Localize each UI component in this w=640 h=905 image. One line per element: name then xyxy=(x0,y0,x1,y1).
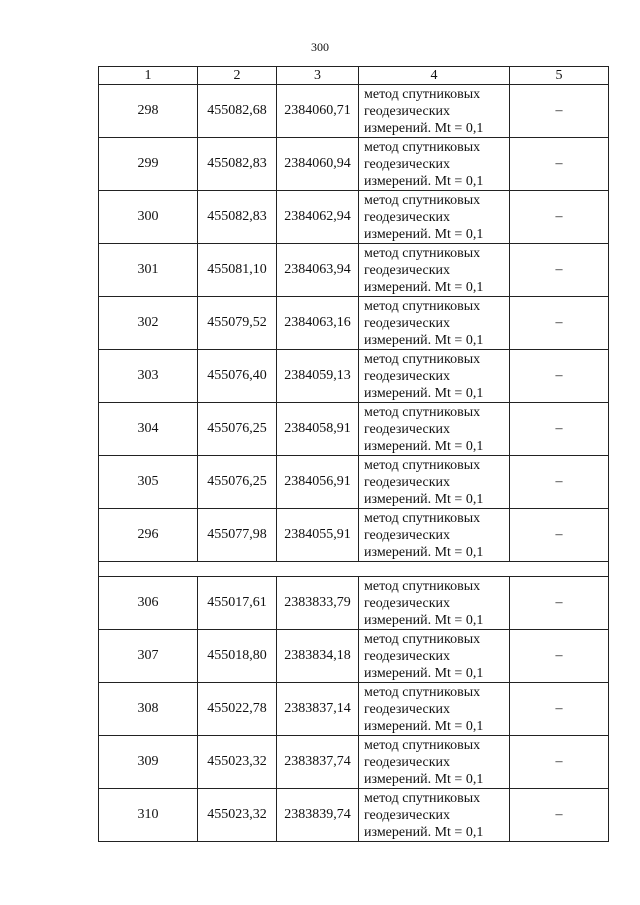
note-cell: – xyxy=(510,683,609,736)
method-description-cell xyxy=(359,577,510,630)
y-coordinate-cell: 2384056,91 xyxy=(277,456,359,509)
note-cell: – xyxy=(510,138,609,191)
note-cell: – xyxy=(510,244,609,297)
point-number-cell: 305 xyxy=(99,456,198,509)
method-description-cell xyxy=(359,509,510,562)
header-col-4: 4 xyxy=(359,67,510,85)
method-description-line: метод спутниковых xyxy=(364,245,481,261)
y-coordinate-cell: 2383837,14 xyxy=(277,683,359,736)
x-coordinate-cell: 455081,10 xyxy=(198,244,277,297)
method-description-line: метод спутниковых xyxy=(364,737,481,753)
header-col-3: 3 xyxy=(277,67,359,85)
table-row xyxy=(99,630,609,683)
method-description-line: геодезических xyxy=(364,156,451,172)
note-cell: – xyxy=(510,577,609,630)
note-cell: – xyxy=(510,789,609,842)
method-description-line: метод спутниковых xyxy=(364,510,481,526)
point-number-cell: 307 xyxy=(99,630,198,683)
method-description-line: метод спутниковых xyxy=(364,351,481,367)
method-description-line: геодезических xyxy=(364,701,451,717)
method-description-line: измерений. Mt = 0,1 xyxy=(364,438,484,454)
note-cell: – xyxy=(510,191,609,244)
point-number-cell: 301 xyxy=(99,244,198,297)
note-cell: – xyxy=(510,630,609,683)
method-description-line: измерений. Mt = 0,1 xyxy=(364,544,484,560)
method-description-line: измерений. Mt = 0,1 xyxy=(364,718,484,734)
method-description-cell xyxy=(359,297,510,350)
method-description-line: измерений. Mt = 0,1 xyxy=(364,491,484,507)
method-description-line: метод спутниковых xyxy=(364,298,481,314)
method-description-line: геодезических xyxy=(364,648,451,664)
y-coordinate-cell: 2383833,79 xyxy=(277,577,359,630)
note-cell: – xyxy=(510,403,609,456)
point-number-cell: 304 xyxy=(99,403,198,456)
point-number-cell: 299 xyxy=(99,138,198,191)
x-coordinate-cell: 455076,25 xyxy=(198,456,277,509)
method-description-cell xyxy=(359,630,510,683)
note-cell: – xyxy=(510,509,609,562)
method-description-cell xyxy=(359,683,510,736)
note-cell: – xyxy=(510,85,609,138)
method-description-line: геодезических xyxy=(364,807,451,823)
method-description-line: метод спутниковых xyxy=(364,684,481,700)
table-row xyxy=(99,297,609,350)
header-col-1: 1 xyxy=(99,67,198,85)
method-description-cell xyxy=(359,191,510,244)
point-number-cell: 303 xyxy=(99,350,198,403)
method-description-line: измерений. Mt = 0,1 xyxy=(364,665,484,681)
method-description-cell xyxy=(359,138,510,191)
method-description-line: измерений. Mt = 0,1 xyxy=(364,771,484,787)
point-number-cell: 306 xyxy=(99,577,198,630)
method-description-cell xyxy=(359,244,510,297)
method-description-line: геодезических xyxy=(364,474,451,490)
method-description-line: измерений. Mt = 0,1 xyxy=(364,226,484,242)
x-coordinate-cell: 455022,78 xyxy=(198,683,277,736)
point-number-cell: 302 xyxy=(99,297,198,350)
method-description-line: геодезических xyxy=(364,754,451,770)
note-cell: – xyxy=(510,297,609,350)
method-description-line: измерений. Mt = 0,1 xyxy=(364,173,484,189)
method-description-line: геодезических xyxy=(364,262,451,278)
x-coordinate-cell: 455017,61 xyxy=(198,577,277,630)
y-coordinate-cell: 2384058,91 xyxy=(277,403,359,456)
point-number-cell: 296 xyxy=(99,509,198,562)
method-description-line: метод спутниковых xyxy=(364,192,481,208)
table-row xyxy=(99,191,609,244)
x-coordinate-cell: 455077,98 xyxy=(198,509,277,562)
table-row xyxy=(99,789,609,842)
method-description-cell xyxy=(359,350,510,403)
y-coordinate-cell: 2384063,94 xyxy=(277,244,359,297)
note-cell: – xyxy=(510,456,609,509)
table-row xyxy=(99,736,609,789)
x-coordinate-cell: 455018,80 xyxy=(198,630,277,683)
y-coordinate-cell: 2383834,18 xyxy=(277,630,359,683)
method-description-line: геодезических xyxy=(364,103,451,119)
x-coordinate-cell: 455076,40 xyxy=(198,350,277,403)
method-description-line: геодезических xyxy=(364,368,451,384)
y-coordinate-cell: 2384055,91 xyxy=(277,509,359,562)
header-col-2: 2 xyxy=(198,67,277,85)
point-number-cell: 310 xyxy=(99,789,198,842)
method-description-line: метод спутниковых xyxy=(364,578,481,594)
method-description-line: метод спутниковых xyxy=(364,457,481,473)
method-description-line: метод спутниковых xyxy=(364,631,481,647)
method-description-line: измерений. Mt = 0,1 xyxy=(364,120,484,136)
table-row xyxy=(99,350,609,403)
method-description-line: метод спутниковых xyxy=(364,86,481,102)
y-coordinate-cell: 2384063,16 xyxy=(277,297,359,350)
table-row xyxy=(99,244,609,297)
method-description-line: геодезических xyxy=(364,595,451,611)
method-description-line: измерений. Mt = 0,1 xyxy=(364,385,484,401)
point-number-cell: 300 xyxy=(99,191,198,244)
point-number-cell: 298 xyxy=(99,85,198,138)
table-row xyxy=(99,683,609,736)
y-coordinate-cell: 2384060,94 xyxy=(277,138,359,191)
method-description-line: метод спутниковых xyxy=(364,139,481,155)
y-coordinate-cell: 2384062,94 xyxy=(277,191,359,244)
method-description-line: измерений. Mt = 0,1 xyxy=(364,612,484,628)
table-separator-row xyxy=(99,562,609,577)
header-col-5: 5 xyxy=(510,67,609,85)
x-coordinate-cell: 455082,83 xyxy=(198,191,277,244)
method-description-line: метод спутниковых xyxy=(364,790,481,806)
table-row xyxy=(99,138,609,191)
table-row xyxy=(99,85,609,138)
table-row xyxy=(99,456,609,509)
note-cell: – xyxy=(510,736,609,789)
method-description-cell xyxy=(359,85,510,138)
y-coordinate-cell: 2384060,71 xyxy=(277,85,359,138)
table-row xyxy=(99,577,609,630)
table-separator-cell xyxy=(99,562,609,577)
method-description-cell xyxy=(359,456,510,509)
x-coordinate-cell: 455082,68 xyxy=(198,85,277,138)
table-row xyxy=(99,403,609,456)
method-description-cell xyxy=(359,789,510,842)
note-cell: – xyxy=(510,350,609,403)
method-description-line: геодезических xyxy=(364,315,451,331)
table-row xyxy=(99,509,609,562)
method-description-cell xyxy=(359,736,510,789)
method-description-line: измерений. Mt = 0,1 xyxy=(364,824,484,840)
point-number-cell: 308 xyxy=(99,683,198,736)
x-coordinate-cell: 455023,32 xyxy=(198,789,277,842)
table-header-row xyxy=(99,67,609,85)
method-description-line: измерений. Mt = 0,1 xyxy=(364,279,484,295)
page-number: 300 xyxy=(311,40,329,54)
point-number-cell: 309 xyxy=(99,736,198,789)
x-coordinate-cell: 455079,52 xyxy=(198,297,277,350)
coordinates-table xyxy=(98,66,609,842)
method-description-cell xyxy=(359,403,510,456)
method-description-line: геодезических xyxy=(364,421,451,437)
x-coordinate-cell: 455076,25 xyxy=(198,403,277,456)
y-coordinate-cell: 2383837,74 xyxy=(277,736,359,789)
method-description-line: метод спутниковых xyxy=(364,404,481,420)
method-description-line: геодезических xyxy=(364,209,451,225)
x-coordinate-cell: 455082,83 xyxy=(198,138,277,191)
method-description-line: геодезических xyxy=(364,527,451,543)
y-coordinate-cell: 2384059,13 xyxy=(277,350,359,403)
x-coordinate-cell: 455023,32 xyxy=(198,736,277,789)
y-coordinate-cell: 2383839,74 xyxy=(277,789,359,842)
method-description-line: измерений. Mt = 0,1 xyxy=(364,332,484,348)
